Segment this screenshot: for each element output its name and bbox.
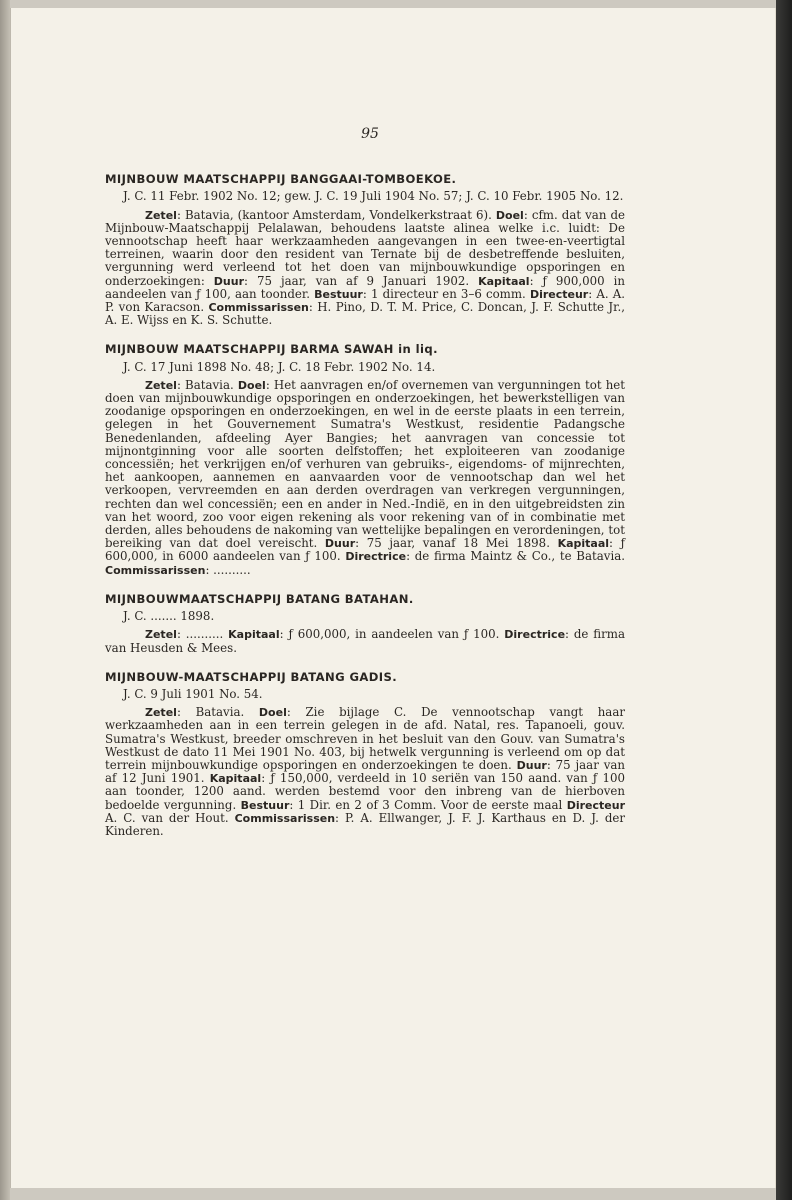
entry-heading: MIJNBOUWMAATSCHAPPIJ BATANG BATAHAN. — [105, 591, 414, 606]
directrice-text: : de firma van Heusden & Mees. — [105, 627, 626, 655]
duur-label: Duur — [213, 274, 245, 288]
entry-body — [105, 628, 625, 654]
zetel-text: : Batavia. — [176, 705, 245, 720]
book-spine — [0, 0, 10, 1200]
doel-text: : cfm. dat van de Mijnbouw-Maatschappij Pelalawan, behoudens laatste alinea welke i.c. luidt: De vennootschap heeft haar werkzaamheden aangevangen in een twee-en-veertigtal terreinen, waarin door den resident van Ternate bij de desbetreffende besluiten, vergunning werd verleend tot het doen van mijnbouwkundige opsporingen en onderzoekingen: — [105, 207, 626, 288]
zetel-label: Zetel — [145, 706, 177, 720]
entry-heading-suffix: in liq. — [393, 342, 438, 357]
entry-body — [105, 209, 625, 328]
kapitaal-text: : ƒ 900,000 in aandeelen van ƒ 100, aan toonder. — [105, 273, 626, 301]
zetel-text: : .......... — [176, 627, 224, 642]
entry-references: J. C. 9 Juli 1901 No. 54. — [123, 686, 263, 701]
duur-text: : 75 jaar, van af 9 Januari 1902. — [244, 273, 470, 288]
duur-text: : 75 jaar, vanaf 18 Mei 1898. — [355, 536, 550, 551]
entry-batang-batahan — [105, 593, 625, 655]
zetel-label: Zetel — [145, 378, 177, 392]
doel-label: Doel — [258, 706, 287, 720]
bestuur-text: : 1 directeur en 3–6 comm. — [362, 286, 526, 301]
duur-text: : 75 jaar van af 12 Juni 1901. — [105, 757, 625, 786]
directrice-label: Directrice — [345, 550, 407, 564]
directrice-text: : de firma Maintz & Co., te Batavia. — [406, 549, 625, 564]
bestuur-label: Bestuur — [240, 798, 290, 812]
directeur-label: Directeur — [566, 798, 626, 812]
entry-banggaai-tomboekoe — [105, 173, 625, 327]
kapitaal-text: : ƒ 150,000, verdeeld in 10 seriën van 150 aand. van ƒ 100 aan toonder, 1200 aand. werden bestemd voor den inbreng van de hierboven bedoelde vergunning. — [105, 771, 625, 812]
entry-heading: MIJNBOUW MAATSCHAPPIJ BANGGAAI-TOMBOEKOE. — [105, 172, 457, 187]
entry-barma-sawah — [105, 343, 625, 576]
commissarissen-text: : P. A. Ellwanger, J. F. J. Karthaus en D. J. der Kinderen. — [105, 810, 625, 838]
doel-text: : Het aanvragen en/of overnemen van vergunningen tot het doen van mijnbouwkundige opsporingen en onderzoekingen, het bewerkstelligen van zoodanige opsporingen en onderzoekingen, en wel in de eerste plaats in een terrein, gelegen in het Gouvernement Sumatra's Westkust, residentie Padangsche Benedenlanden, afdeeling Ayer Bangies; het aanvragen van concessie tot mijnontginning voor alle soorten delfstoffen; het exploiteeren van zoodanige concessiën; het verkrijgen en/of verhuren van gebruiks-, eigendoms- of mijnrechten, het aankoopen, aannemen en aanvaarden voor de vennootschap dan wel het verkoopen, vervreemden en aan derden overdragen van verkregen vergunningen, rechten dan wel concessiën; een en ander in Ned.-Indië, en in den uitgebreidsten zin van het woord, zoo voor eigen rekening als voor rekening van of in combinatie met derden, alles behoudens de nakoming van wettelijke bepalingen en verordeningen, tot bereiking van dat doel vereischt. — [105, 377, 626, 551]
kapitaal-label: Kapitaal — [557, 537, 610, 551]
duur-label: Duur — [516, 758, 547, 772]
zetel-text: : Batavia, (kantoor Amsterdam, Vondelkerkstraat 6). — [176, 207, 492, 222]
page-number: 95 — [361, 126, 379, 142]
doel-label: Doel — [237, 378, 266, 392]
zetel-label: Zetel — [145, 628, 177, 642]
entry-body — [105, 379, 625, 577]
zetel-text: : Batavia. — [176, 377, 234, 392]
entry-heading — [105, 343, 625, 356]
entry-body — [105, 706, 625, 838]
commissarissen-text: : H. Pino, D. T. M. Price, C. Doncan, J. F. Schutte Jr., A. E. Wijss en K. S. Schutte. — [105, 300, 625, 328]
doel-text: : Zie bijlage C. De vennootschap vangt haar werkzaamheden aan in een terrein gelegen in de afd. Natal, res. Tapanoeli, gouv. Sumatra's Westkust, breeder omschreven in het besluit van den Gouv. van Sumatra's Westkust de dato 11 Mei 1901 No. 403, bij hetwelk vergunning is verleend om op dat terrein mijnbouwkundige opsporingen en onderzoekingen te doen. — [105, 705, 625, 772]
bestuur-label: Bestuur — [314, 287, 363, 301]
directrice-label: Directrice — [504, 628, 566, 642]
commissarissen-label: Commissarissen — [208, 301, 309, 315]
directeur-text: A. C. van der Hout. — [105, 810, 229, 825]
entry-references: J. C. ....... 1898. — [123, 609, 215, 624]
kapitaal-text: : ƒ 600,000, in aandeelen van ƒ 100. — [279, 627, 500, 642]
entry-heading-title: MIJNBOUW MAATSCHAPPIJ BARMA SAWAH — [105, 342, 394, 357]
entry-references: J. C. 17 Juni 1898 No. 48; J. C. 18 Febr. 1902 No. 14. — [123, 359, 436, 374]
commissarissen-text: : .......... — [205, 562, 251, 577]
kapitaal-label: Kapitaal — [478, 274, 530, 288]
directeur-text: : A. A. P. von Karacson. — [105, 286, 626, 315]
bestuur-text: : 1 Dir. en 2 of 3 Comm. Voor de eerste maal — [289, 797, 563, 812]
kapitaal-text: : ƒ 600,000, in 6000 aandeelen van ƒ 100. — [105, 536, 626, 564]
kapitaal-label: Kapitaal — [209, 772, 262, 786]
page-content — [105, 128, 625, 854]
directeur-label: Directeur — [529, 287, 589, 301]
doel-label: Doel — [495, 208, 524, 222]
duur-label: Duur — [324, 537, 356, 551]
scan-edge — [776, 0, 792, 1200]
commissarissen-label: Commissarissen — [105, 563, 206, 577]
commissarissen-label: Commissarissen — [234, 811, 336, 825]
entry-references: J. C. 11 Febr. 1902 No. 12; gew. J. C. 19 Juli 1904 No. 57; J. C. 10 Febr. 1905 No. 12. — [123, 189, 624, 204]
entry-batang-gadis — [105, 671, 625, 838]
kapitaal-label: Kapitaal — [228, 628, 280, 642]
entry-heading: MIJNBOUW-MAATSCHAPPIJ BATANG GADIS. — [105, 669, 398, 684]
zetel-label: Zetel — [145, 208, 177, 222]
